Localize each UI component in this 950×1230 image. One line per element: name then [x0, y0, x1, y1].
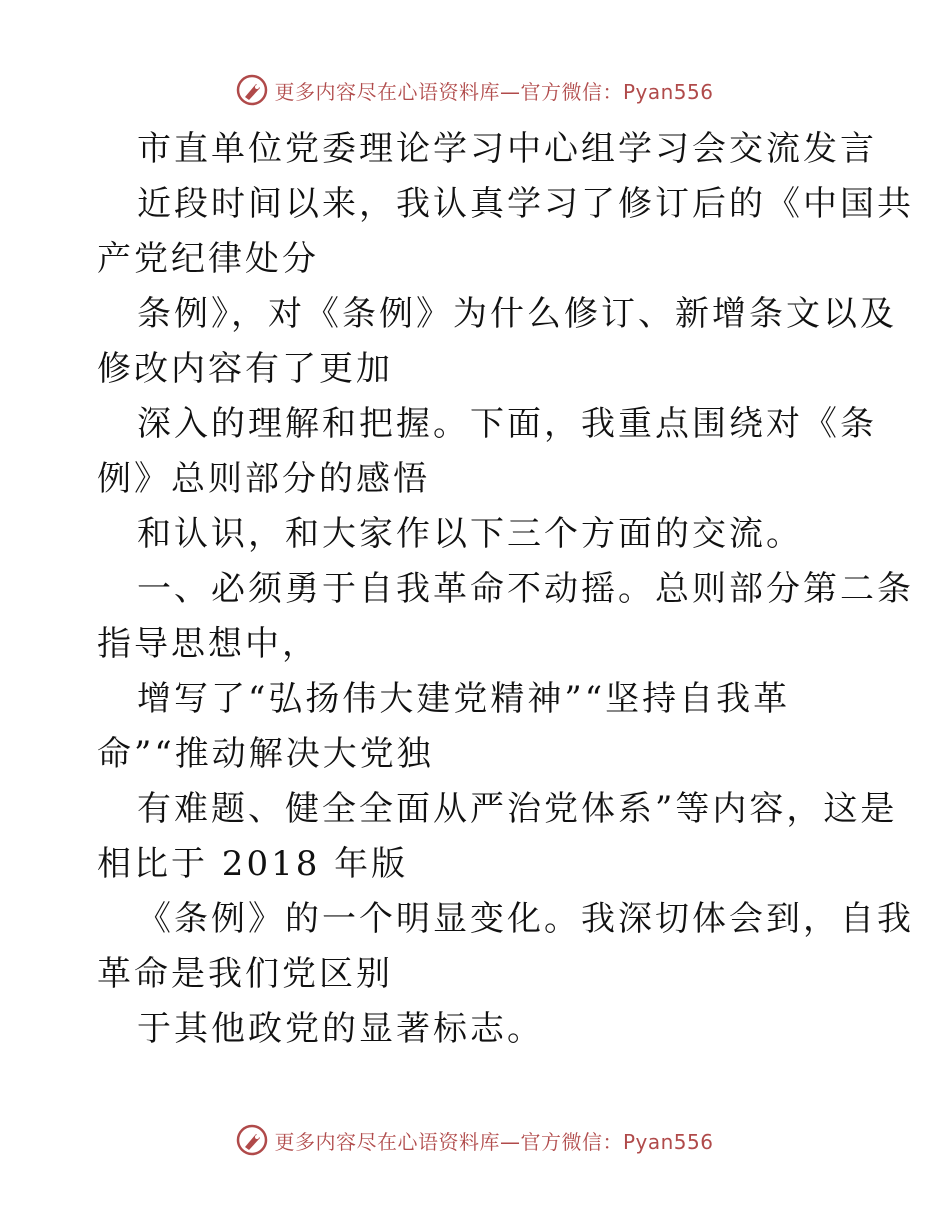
- text-line: 革命是我们党区别: [97, 954, 393, 994]
- document-title: 市直单位党委理论学习中心组学习会交流发言: [137, 129, 877, 169]
- text-line: 修改内容有了更加: [97, 349, 393, 389]
- text-line: 《条例》的一个明显变化。我深切体会到，自我: [137, 899, 914, 939]
- text-line: 条例》，对《条例》为什么修订、新增条文以及: [137, 294, 897, 334]
- watermark-text: 更多内容尽在心语资料库—官方微信：Pyan556: [274, 79, 714, 104]
- section-heading-line: 一、必须勇于自我革命不动摇。总则部分第二条: [137, 569, 914, 609]
- pen-nib-logo-icon: [236, 1124, 268, 1156]
- document-body: [97, 122, 914, 1057]
- text-line: 增写了“弘扬伟大建党精神”“坚持自我革: [137, 679, 791, 719]
- text-line: 于其他政党的显著标志。: [137, 1009, 544, 1049]
- watermark-footer: [0, 1120, 950, 1160]
- text-line: 相比于 2018 年版: [97, 844, 409, 884]
- text-line: 例》总则部分的感悟: [97, 459, 430, 499]
- watermark-text: 更多内容尽在心语资料库—官方微信：Pyan556: [274, 1129, 714, 1154]
- text-line: 产党纪律处分: [97, 239, 319, 279]
- text-line: 和认识，和大家作以下三个方面的交流。: [137, 514, 803, 554]
- watermark-header: [0, 70, 950, 110]
- text-line: 有难题、健全全面从严治党体系”等内容，这是: [137, 789, 898, 829]
- text-line: 指导思想中，: [97, 624, 319, 664]
- text-line: 命”“推动解决大党独: [97, 734, 434, 774]
- pen-nib-logo-icon: [236, 74, 268, 106]
- text-line: 近段时间以来，我认真学习了修订后的《中国共: [137, 184, 914, 224]
- text-line: 深入的理解和把握。下面，我重点围绕对《条: [137, 404, 877, 444]
